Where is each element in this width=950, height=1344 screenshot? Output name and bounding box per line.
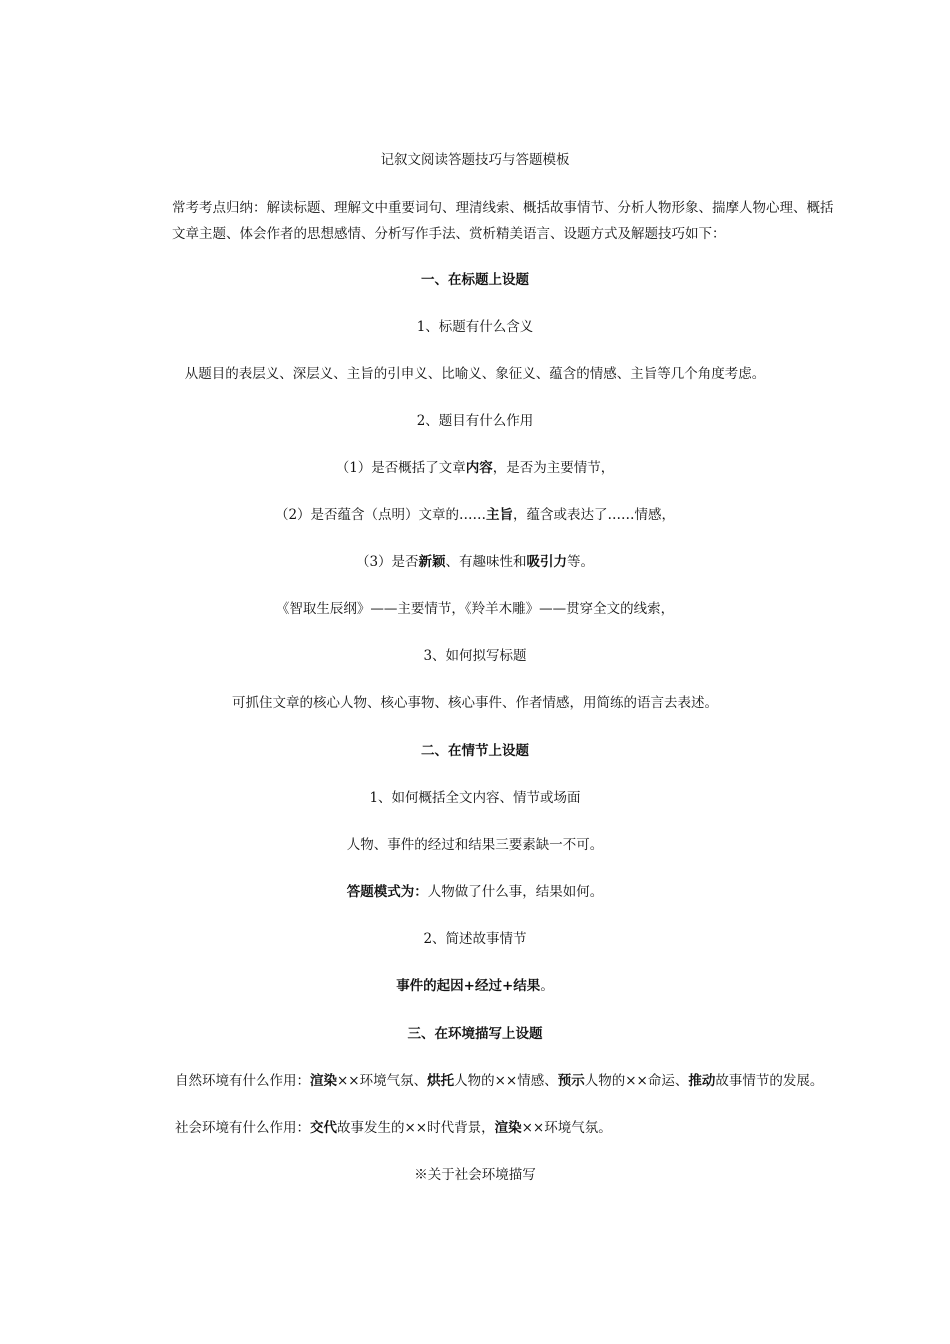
point-3-mid: 、有趣味性和 xyxy=(445,554,527,570)
social-text-2: ××环境气氛。 xyxy=(521,1120,612,1136)
natural-text-2: 人物的××情感、 xyxy=(454,1073,558,1089)
answer-summarize: 人物、事件的经过和结果三要素缺一不可。 xyxy=(346,837,604,853)
natural-text-3: 人物的××命运、 xyxy=(584,1073,689,1089)
section-heading-environment: 三、在环境描写上设题 xyxy=(407,1026,543,1042)
point-2-bold: 主旨 xyxy=(486,507,514,523)
point-3-post: 等。 xyxy=(567,554,595,570)
point-3-pre: （3）是否 xyxy=(355,554,419,570)
natural-text-4: 故事情节的发展。 xyxy=(715,1073,824,1089)
point-1 xyxy=(0,458,950,478)
point-3 xyxy=(0,552,950,572)
answer-mode-label: 答题模式为： xyxy=(346,884,428,900)
question-title-meaning: 1、标题有什么含义 xyxy=(416,319,534,335)
answer-plot-post: 。 xyxy=(540,978,554,994)
point-1-pre: （1）是否概括了文章 xyxy=(335,460,466,476)
answer-plot-bold: 事件的起因+经过+结果 xyxy=(396,978,541,994)
social-environment-line xyxy=(175,1118,950,1138)
natural-bold-1: 渲染 xyxy=(310,1073,337,1089)
natural-bold-3: 预示 xyxy=(557,1073,585,1089)
section-heading-plot: 二、在情节上设题 xyxy=(421,743,529,759)
natural-bold-4: 推动 xyxy=(688,1073,716,1089)
point-1-post: ，是否为主要情节， xyxy=(492,460,615,476)
answer-mode-text: 人物做了什么事，结果如何。 xyxy=(427,884,604,900)
point-3-bold-1: 新颖 xyxy=(418,554,446,570)
question-title-function: 2、题目有什么作用 xyxy=(416,413,534,429)
title-examples: 《智取生辰纲》——主要情节，《羚羊木雕》——贯穿全文的线索， xyxy=(275,601,675,617)
answer-plot xyxy=(0,976,950,996)
question-summarize: 1、如何概括全文内容、情节或场面 xyxy=(369,790,581,806)
social-pre: 社会环境有什么作用： xyxy=(175,1120,310,1136)
natural-text-1: ××环境气氛、 xyxy=(337,1073,428,1089)
natural-pre: 自然环境有什么作用： xyxy=(175,1073,310,1089)
point-3-bold-2: 吸引力 xyxy=(526,554,568,570)
point-1-bold: 内容 xyxy=(465,460,493,476)
section-heading-title: 一、在标题上设题 xyxy=(421,272,529,288)
answer-title-meaning: 从题目的表层义、深层义、主旨的引申义、比喻义、象征义、蕴含的情感、主旨等几个角度考虑。 xyxy=(184,366,766,382)
answer-write-title: 可抓住文章的核心人物、核心事物、核心事件、作者情感，用简练的语言去表述。 xyxy=(232,695,718,711)
answer-mode xyxy=(0,882,950,902)
point-2 xyxy=(0,505,950,525)
social-text-1: 故事发生的××时代背景， xyxy=(337,1120,495,1136)
social-bold-2: 渲染 xyxy=(494,1120,522,1136)
natural-environment-line xyxy=(175,1071,950,1091)
question-plot: 2、简述故事情节 xyxy=(423,931,527,947)
natural-bold-2: 烘托 xyxy=(427,1073,455,1089)
social-bold-1: 交代 xyxy=(310,1120,337,1136)
intro-paragraph: 常考考点归纳：解读标题、理解文中重要词句、理清线索、概括故事情节、分析人物形象、揣摩人物心理、概括文章主题、体会作者的思想感情、分析写作手法、赏析精美语言、设题方式及解题技巧如下： xyxy=(172,200,834,242)
point-2-pre: （2）是否蕴含（点明）文章的…… xyxy=(274,507,487,523)
point-2-post: ，蕴含或表达了……情感， xyxy=(513,507,676,523)
document-title: 记叙文阅读答题技巧与答题模板 xyxy=(380,152,570,168)
social-environment-note: ※关于社会环境描写 xyxy=(414,1167,536,1183)
question-write-title: 3、如何拟写标题 xyxy=(423,648,527,664)
